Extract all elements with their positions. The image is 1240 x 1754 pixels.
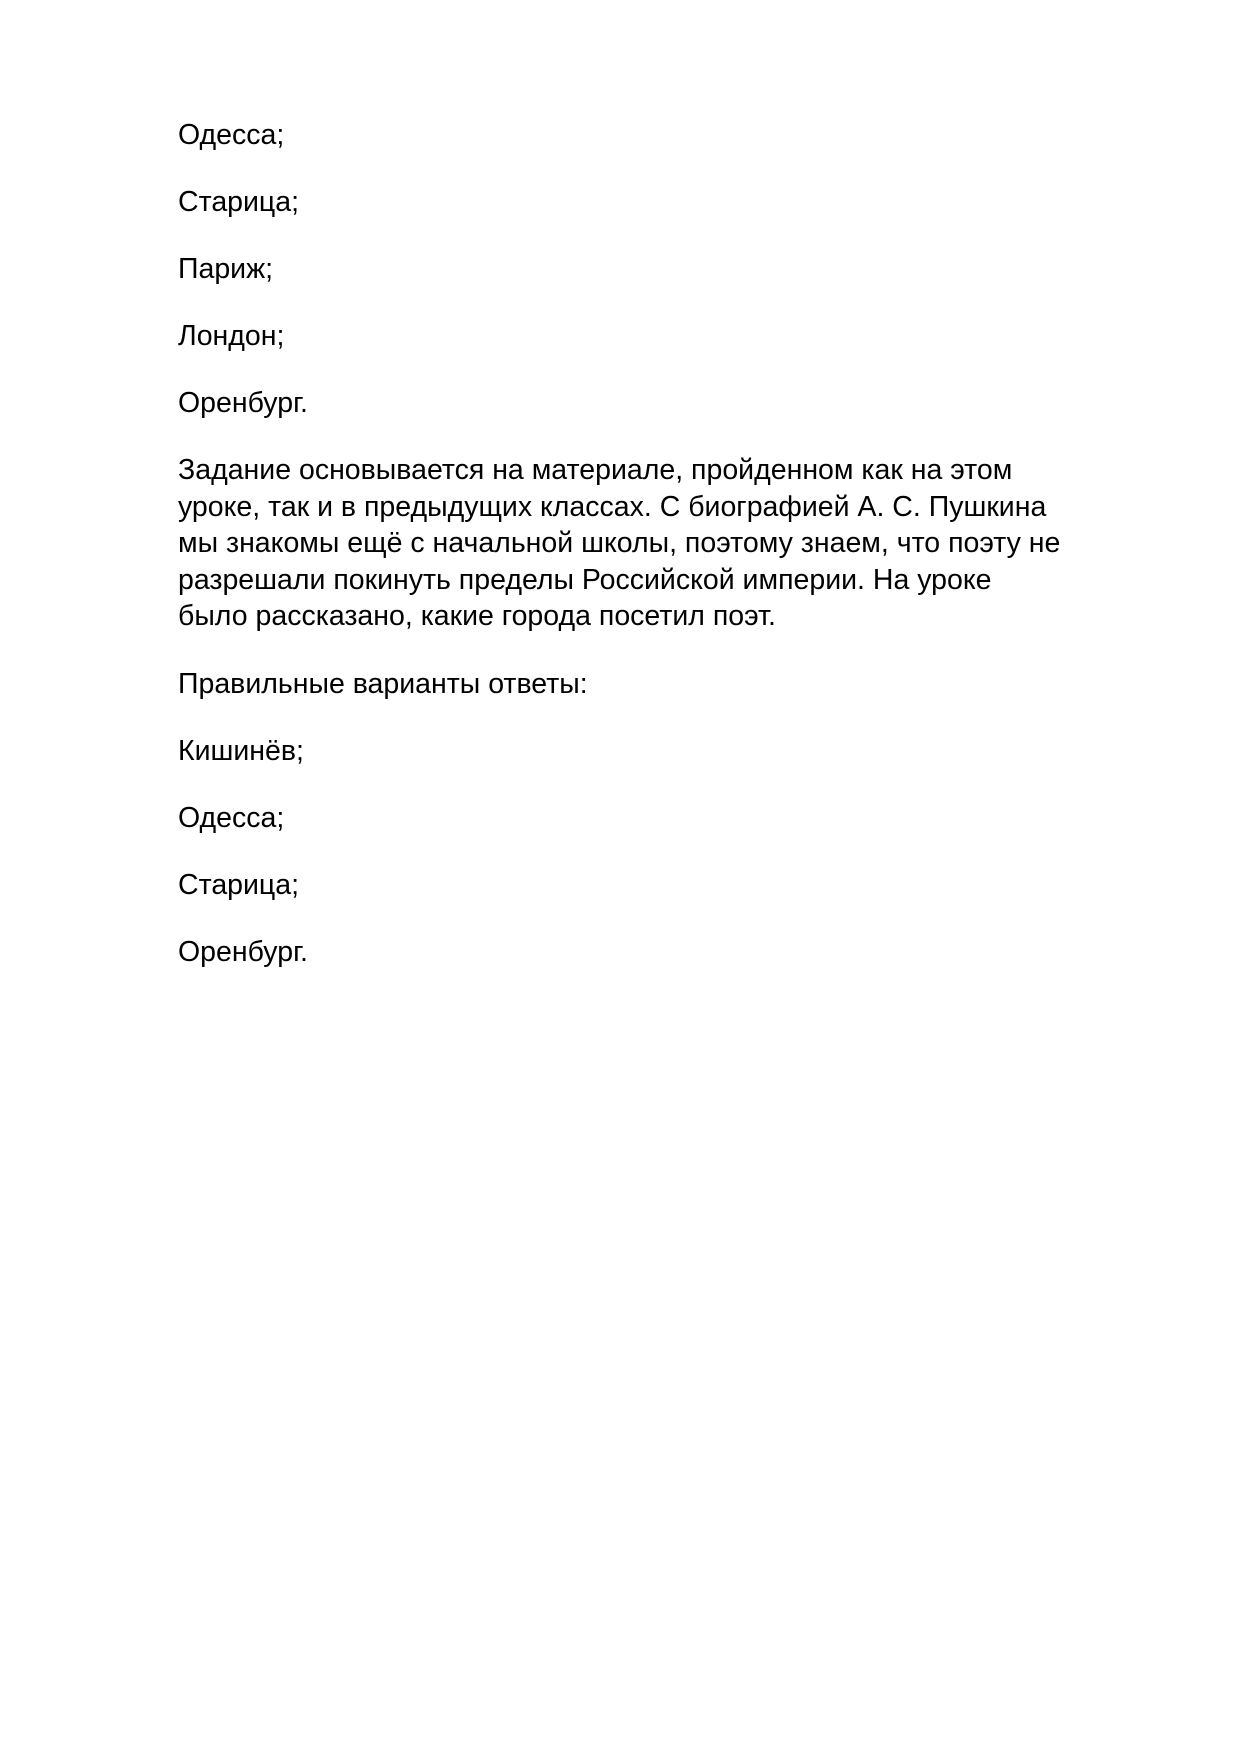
- explanation-line: уроке, так и в предыдущих классах. С биографией А. С. Пушкина: [178, 490, 1047, 523]
- option-item: Лондон;: [178, 320, 285, 352]
- explanation-line: разрешали покинуть пределы Российской империи. На уроке: [178, 563, 992, 596]
- option-item: Париж;: [178, 253, 274, 285]
- option-item: Одесса;: [178, 119, 285, 151]
- answer-item: Старица;: [178, 868, 300, 901]
- answer-item: Оренбург.: [178, 935, 308, 968]
- option-item: Оренбург.: [178, 387, 308, 419]
- answers-heading: Правильные варианты ответы:: [178, 667, 588, 700]
- explanation-line: было рассказано, какие города посетил поэт.: [178, 600, 776, 632]
- explanation-line: мы знакомы ещё с начальной школы, поэтому знаем, что поэту не: [178, 527, 1061, 559]
- explanation-paragraph: [178, 452, 1168, 635]
- explanation-line: Задание основывается на материале, пройденном как на этом: [178, 454, 1013, 486]
- option-item: Старица;: [178, 186, 300, 218]
- answer-item: Кишинёв;: [178, 734, 304, 767]
- page-content: [178, 117, 1168, 1001]
- answer-item: Одесса;: [178, 801, 285, 834]
